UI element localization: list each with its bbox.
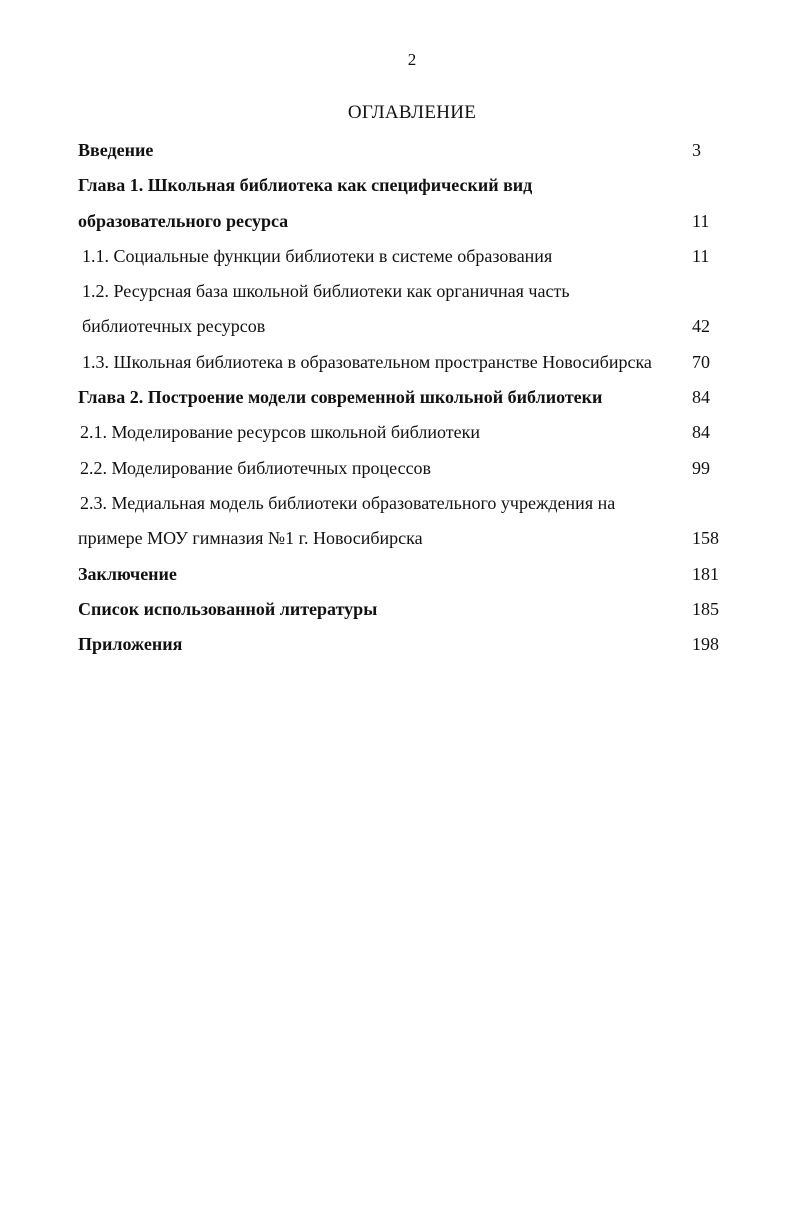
toc-entry	[78, 314, 738, 349]
toc-entry-page: 185	[692, 598, 719, 619]
toc-entry-page: 158	[692, 528, 719, 549]
toc-entry-page: 84	[692, 387, 710, 408]
toc-entry	[78, 209, 738, 244]
toc-entry-page: 84	[692, 422, 710, 443]
toc-entry-text: 1.1. Социальные функции библиотеки в системе образования	[82, 245, 553, 266]
toc-entry-text: Введение	[78, 140, 154, 160]
toc-entry-text: Приложения	[78, 634, 183, 655]
toc-entry	[78, 456, 738, 491]
toc-entry	[78, 244, 738, 279]
toc-entry-page: 181	[692, 563, 719, 584]
toc-entry	[78, 562, 738, 597]
toc-entry-text: 1.3. Школьная библиотека в образовательном пространстве Новосибирска	[82, 351, 652, 372]
toc-entry-text: 1.2. Ресурсная база школьной библиотеки как органичная часть	[82, 281, 570, 302]
toc-entry	[78, 279, 738, 314]
toc-entry-page: 70	[692, 351, 710, 372]
toc-entry-page: 42	[692, 316, 710, 337]
toc-entry	[78, 632, 738, 667]
toc-entry-page: 198	[692, 634, 719, 655]
toc-entry-text: 2.3. Медиальная модель библиотеки образовательного учреждения на	[80, 492, 616, 513]
toc-entry-text: 2.1. Моделирование ресурсов школьной библиотеки	[80, 422, 481, 443]
toc-entry	[78, 138, 738, 173]
toc-entry-text: образовательного ресурса	[78, 210, 289, 231]
toc-entry-page: 99	[692, 457, 710, 478]
toc-entry	[78, 597, 738, 632]
toc-entry-text: примере МОУ гимназия №1 г. Новосибирска	[78, 528, 423, 549]
toc-entry-text: Глава 2. Построение модели современной школьной библиотеки	[78, 387, 603, 408]
toc-title: ОГЛАВЛЕНИЕ	[347, 102, 477, 123]
toc-entry-page: 3	[692, 140, 701, 160]
toc-entry-text: 2.2. Моделирование библиотечных процессов	[80, 457, 432, 478]
toc-entry	[78, 385, 738, 420]
toc-entry	[78, 491, 738, 526]
toc-entry-text: библиотечных ресурсов	[82, 316, 266, 337]
toc-entry-page: 11	[692, 245, 710, 266]
toc-entry	[78, 350, 738, 385]
toc-entry-text: Заключение	[78, 563, 177, 584]
table-of-contents	[78, 138, 738, 667]
toc-entry-text: Глава 1. Школьная библиотека как специфический вид	[78, 175, 533, 196]
toc-entry	[78, 420, 738, 455]
toc-entry-page: 11	[692, 210, 710, 231]
page-number: 2	[407, 50, 417, 69]
toc-entry	[78, 526, 738, 561]
toc-entry	[78, 173, 738, 208]
toc-entry-text: Список использованной литературы	[78, 598, 378, 619]
